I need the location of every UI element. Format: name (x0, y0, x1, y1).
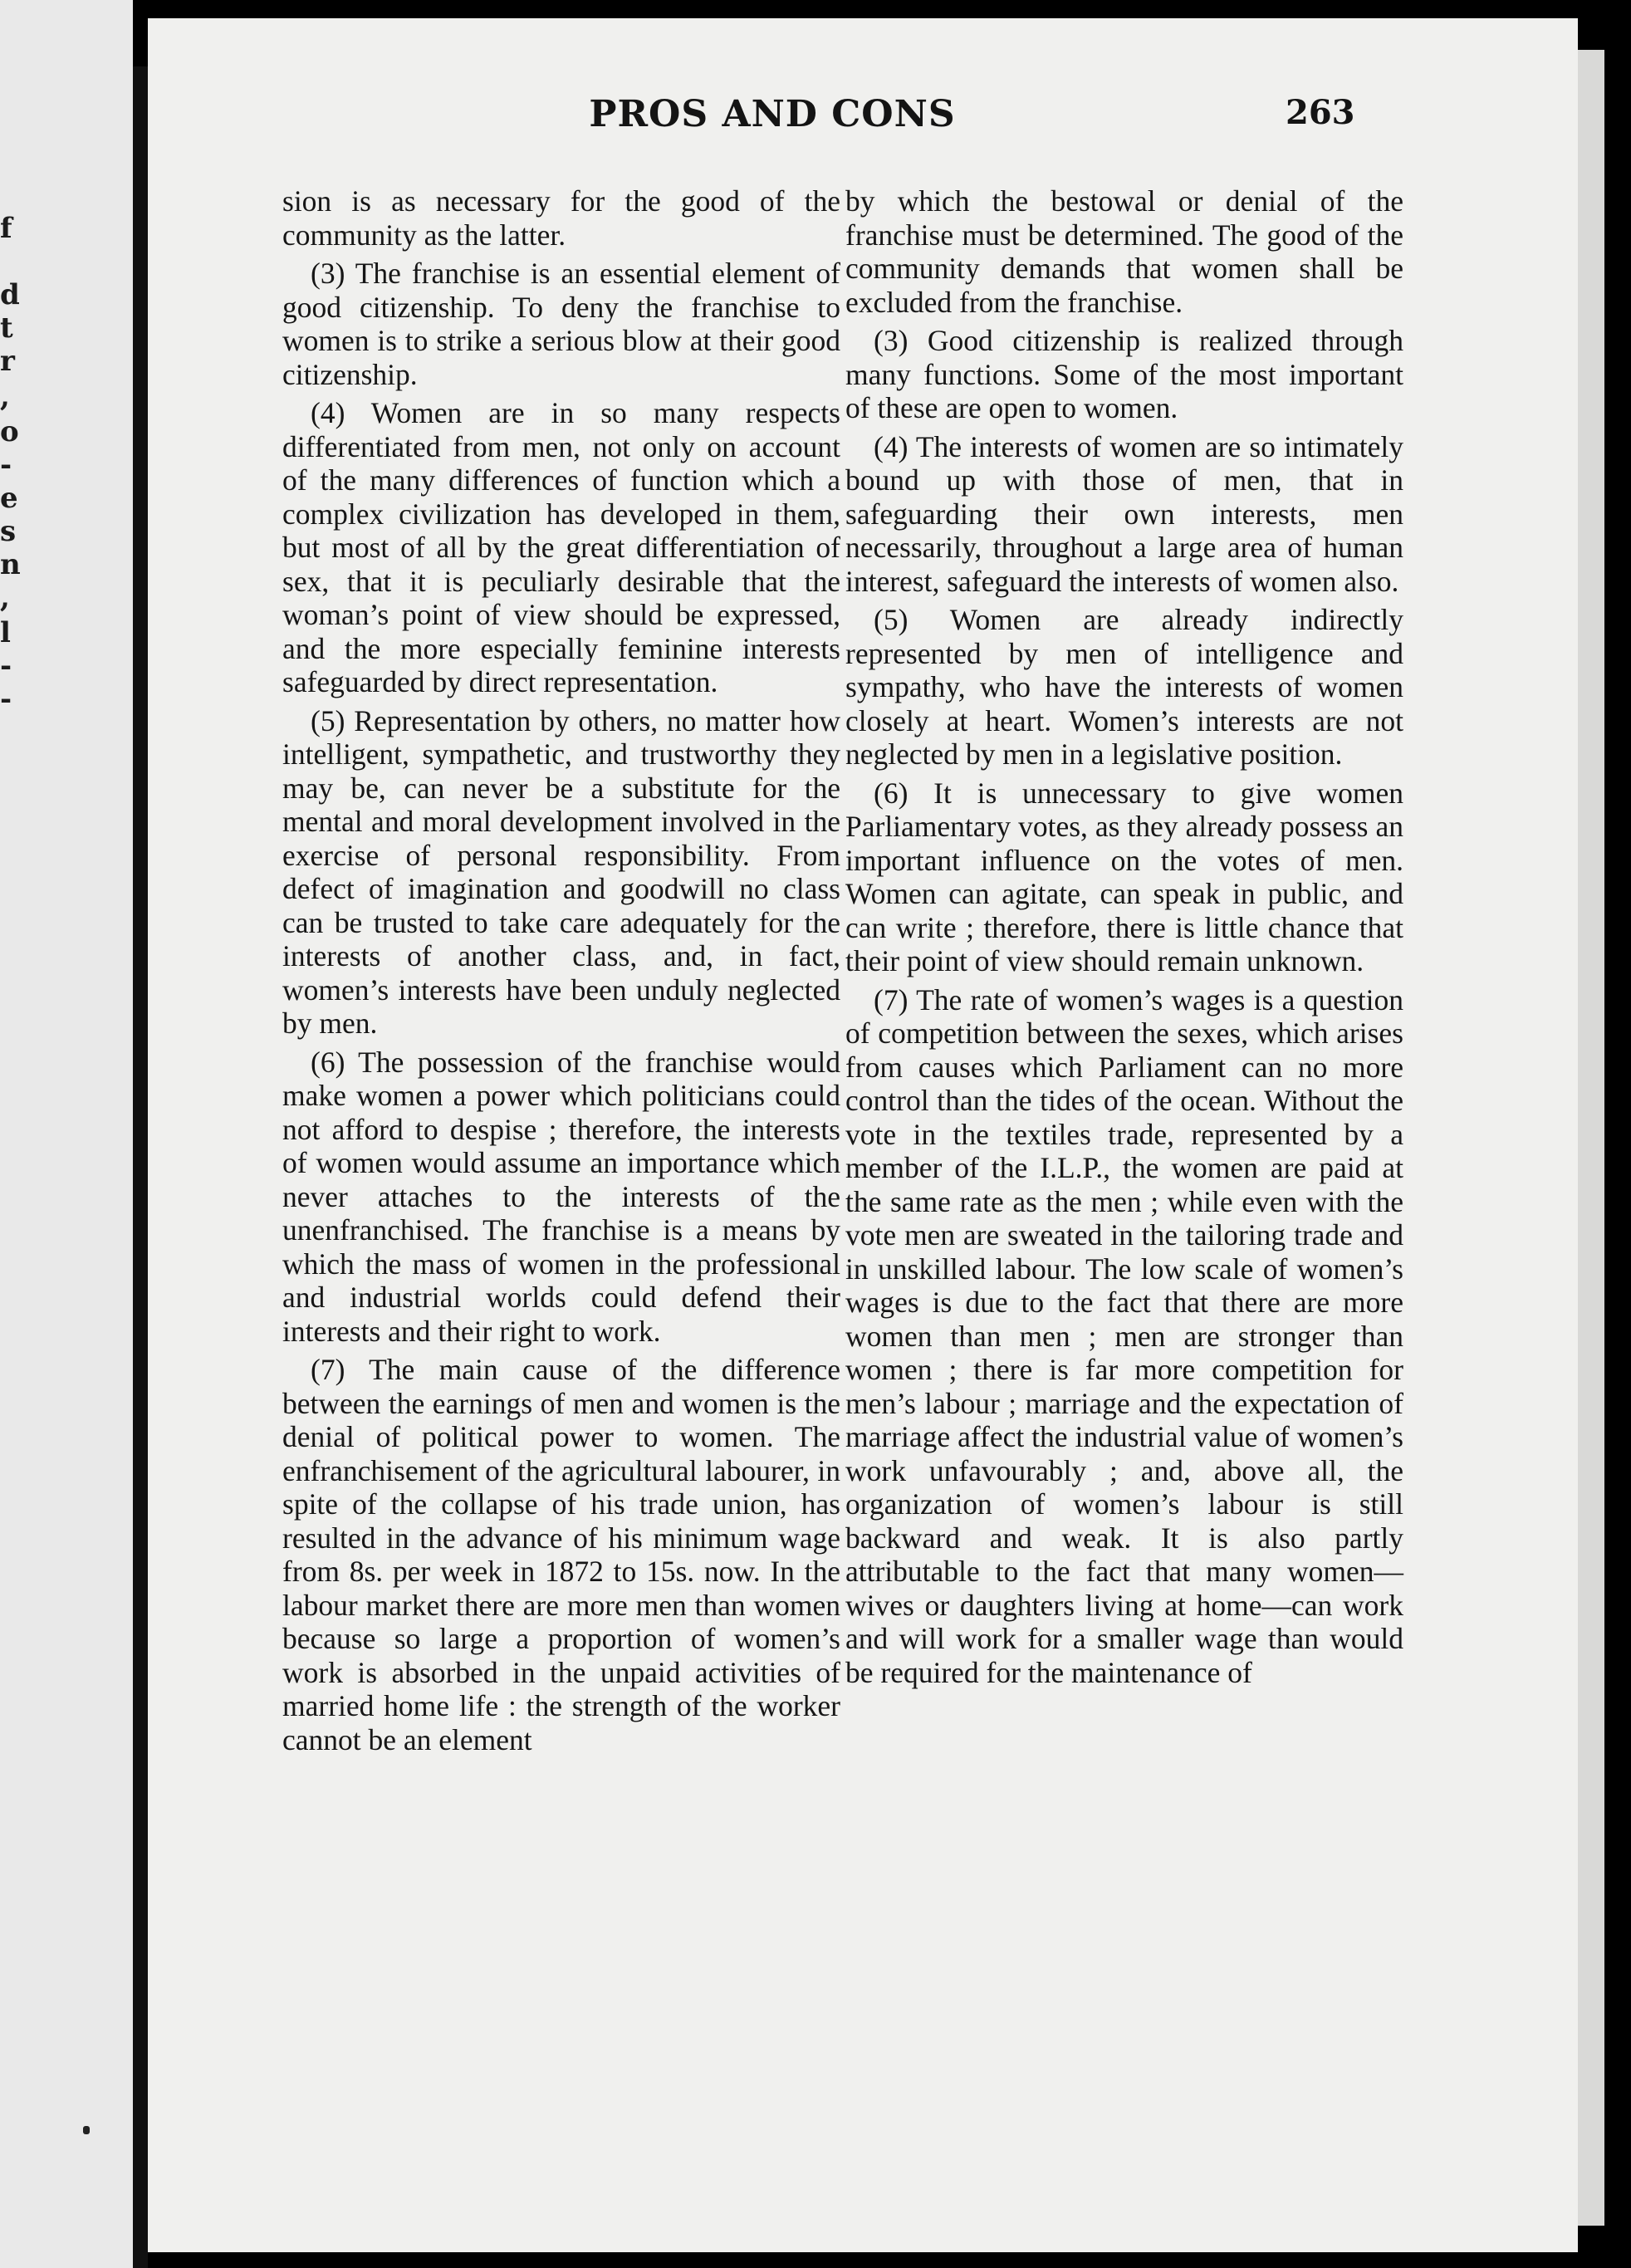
previous-page-fragment: - (0, 448, 12, 482)
paragraph: (6) It is unnecessary to give women Parliamentary votes, as they already possess an important influence on the votes of men. Women can agitate, can speak in public, and can write ; therefore, there is little chance that their point of view should remain unknown. (845, 776, 1403, 977)
previous-page-fragment: n (0, 548, 21, 581)
paragraph: (3) Good citizenship is realized through many functions. Some of the most important of these are open to women. (845, 324, 1403, 424)
page-number: 263 (1286, 93, 1355, 132)
previous-page-fragment: o (0, 415, 19, 448)
paragraph: (4) The interests of women are so intimately bound up with those of men, that in safeguarding their own interests, men necessarily, throughout a large area of human interest, safeguard the interests of women also. (845, 429, 1403, 598)
pros-column (282, 184, 840, 2211)
paragraph: (7) The main cause of the difference between the earnings of men and women is the denial of political power to women. The enfranchisement of the agricultural labourer, in spite of the collapse of his trade union, has resulted in the advance of his minimum wage from 8s. per week in 1872 to 15s. now. In the labour market there are more men than women because so large a proportion of women’s work is absorbed in the unpaid activities of married home life : the strength of the worker cannot be an element (282, 1353, 840, 1756)
paragraph: (6) The possession of the franchise would make women a power which politicians could not afford to despise ; therefore, the interests of women would assume an importance which never attaches to the interests of the unenfranchised. The franchise is a means by which the mass of women in the professional and industrial worlds could defend their interests and their right to work. (282, 1045, 840, 1348)
paragraph: (4) Women are in so many respects differentiated from men, not only on account of the many differences of function which a complex civilization has developed in them, but most of all by the great differentiation of sex, that it is peculiarly desirable that the woman’s point of view should be expressed, and the more especially feminine interests safeguarded by direct representation. (282, 396, 840, 698)
paragraph: by which the bestowal or denial of the franchise must be determined. The good of the community demands that women shall be excluded from the franchise. (845, 184, 1403, 319)
previous-page-fragment: - (0, 649, 12, 683)
running-head: PROS AND CONS (589, 93, 956, 135)
previous-page-fragment: - (0, 683, 12, 716)
previous-page-edge (0, 0, 133, 2268)
previous-page-fragment: l (0, 616, 11, 649)
previous-page-fragment: e (0, 482, 18, 515)
paragraph: (5) Women are already indirectly represented by men of intelligence and sympathy, who have the interests of women closely at heart. Women’s interests are not neglected by men in a legislative position. (845, 603, 1403, 771)
previous-page-fragment: d (0, 278, 20, 311)
ink-speck (83, 2126, 90, 2134)
binding-gutter (133, 66, 148, 2268)
page-edge-shadow (1578, 50, 1604, 2226)
previous-page-fragment: , (0, 581, 10, 615)
previous-page-fragment: r (0, 345, 15, 378)
paragraph: sion is as necessary for the good of the community as the latter. (282, 184, 840, 252)
paragraph: (5) Representation by others, no matter how intelligent, sympathetic, and trustworthy they may be, can never be a substitute for the mental and moral development involved in the exercise of personal responsibility. From defect of imagination and goodwill no class can be trusted to take care adequately for the interests of another class, and, in fact, women’s interests have been unduly neglected by men. (282, 703, 840, 1040)
cons-column (845, 184, 1403, 2211)
previous-page-fragment: , (0, 380, 10, 414)
previous-page-fragment: f (0, 212, 12, 245)
paragraph: (7) The rate of women’s wages is a question of competition between the sexes, which arises from causes which Parliament can no more control than the tides of the ocean. Without the vote in the textiles trade, represented by a member of the I.L.P., the women are paid at the same rate as the men ; while even with the vote men are sweated in the tailoring trade and in unskilled labour. The low scale of women’s wages is due to the fact that there are more women than men ; men are stronger than women ; there is far more competition for men’s labour ; marriage and the expectation of marriage affect the industrial value of women’s work unfavourably ; and, above all, the organization of women’s labour is still backward and weak. It is also partly attributable to the fact that many women—wives or daughters living at home—can work and will work for a smaller wage than would be required for the maintenance of (845, 982, 1403, 1689)
previous-page-fragment: t (0, 311, 13, 345)
paragraph: (3) The franchise is an essential element of good citizenship. To deny the franchise to women is to strike a serious blow at their good citizenship. (282, 257, 840, 391)
previous-page-fragment: s (0, 515, 17, 548)
